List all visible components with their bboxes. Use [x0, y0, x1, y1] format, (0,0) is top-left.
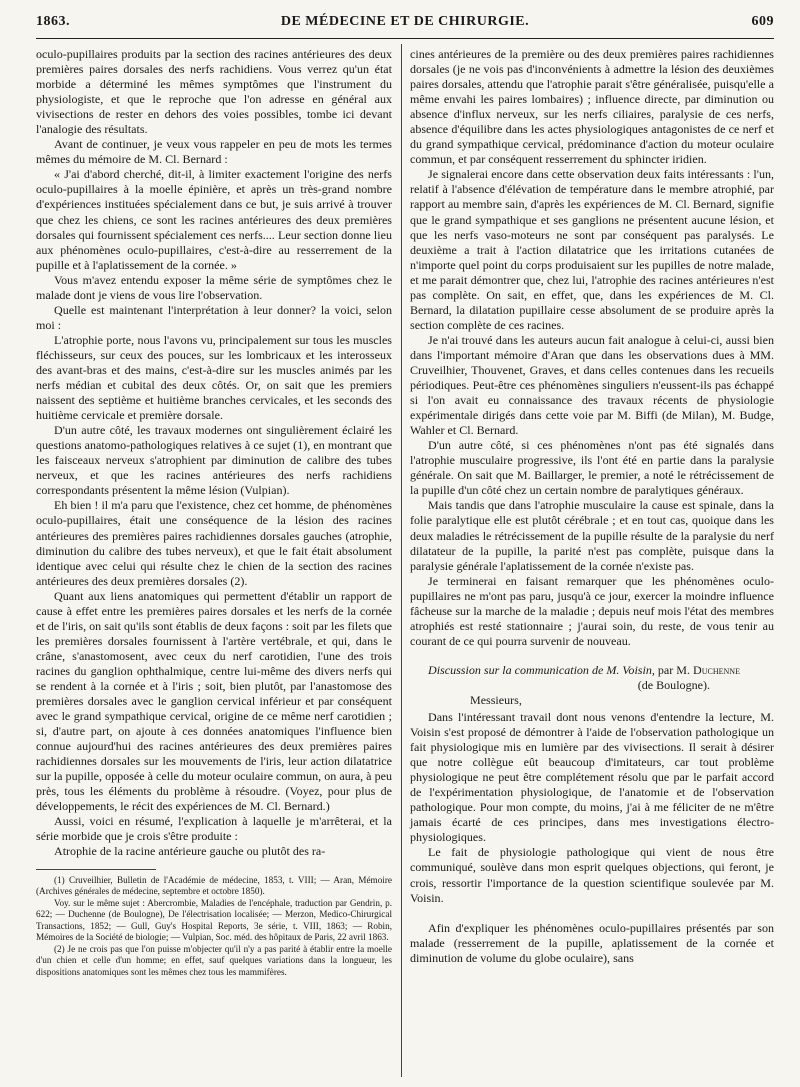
footnote: Voy. sur le même sujet : Abercrombie, Maladies de l'encéphale, traduction par Gendrin, p. 622; — Duchenne (de Boulogne), De l'électrisation localisée; — Merzon, Medico-Chirurgical Transactions, 1852; — Gull, Guy's Hospital Reports, 3e série, t. VIII, 1863; — Robin, Mémoires de la Société de biologie; — Vulpian, Soc. méd. des hôpitaux de Paris, 22 avril 1863. [36, 897, 392, 943]
header-title: DE MÉDECINE ET DE CHIRURGIE. [280, 14, 530, 29]
paragraph: D'un autre côté, si ces phénomènes n'ont pas été signalés dans l'atrophie musculaire progressive, ils l'ont été en partie dans la paralysie générale. On sait que M. Baillarger, le premier, a noté le rétrécissement de la pupille d'un côté chez un certain nombre de paralytiques généraux. [410, 438, 774, 498]
discussion-title [410, 663, 774, 678]
quotation: « J'ai d'abord cherché, dit-il, à limiter exactement l'origine des nerfs oculo-pupillaires à la moelle épinière, et après un très-grand nombre d'expériences instituées spécialement dans ce but, je suis arrivé à trouver que chez les chiens, ce sont les racines antérieures des deux premières dorsales qui fournissent spécialement ces nerfs.... Leur section donne lieu aux phénomènes oculo-pupillaires, c'est-à-dire au resserrement de la pupille et à l'aplatissement de la cornée. » [36, 167, 392, 272]
paragraph: Dans l'intéressant travail dont nous venons d'entendre la lecture, M. Voisin s'est proposé de démontrer à l'aide de l'observation pathologique un fait physiologique mis en lumière par des vivisections. Il serait à désirer que notre collègue eût beaucoup d'imitateurs, car tout problème physiologique ne peut être complétement résolu que par le parfait accord de l'expérimentation physiologique, de l'anatomie et de l'observation pathologique. Pour mon compte, du moins, j'ai à me féliciter de ne m'être jamais écarté de ces principes, dans mes investigations électro-physiologiques. [410, 710, 774, 845]
paragraph: cines antérieures de la première ou des deux premières paires rachidiennes dorsales (je ne vois pas d'inconvénients à admettre la lésion des deuxièmes paires dorsales, attendu que l'atrophie parait s'être généralisée, puisqu'elle a même envahi les paires lombaires) ; influence directe, par diminution ou absence d'influx nerveux, sur les nerfs ciliaires, paralysie de ces nerfs, absence d'équilibre dans les actes physiologiques antagonistes de ce nerf et du grand sympathique cervical, prédominance d'action du moteur oculaire commun, et par conséquent resserrement du sphincter iridien. [410, 47, 774, 167]
paragraph: Eh bien ! il m'a paru que l'existence, chez cet homme, de phénomènes oculo-pupillaires, était une conséquence de la lésion des racines antérieures des premières paires rachidiennes dorsales gauches (atrophie, diminution du calibre des tubes nerveux), et que le fait était absolument identique avec celui qui résulte chez le chien de la section des racines antérieures des deux premières dorsales (2). [36, 498, 392, 588]
paragraph: Je signalerai encore dans cette observation deux faits intéressants : l'un, relatif à l'absence d'élévation de température dans le membre atrophié, par rapport au membre sain, d'après les expériences de M. Cl. Bernard, signifie que le grand sympathique et ses ganglions ne présentent aucune lésion, et que les nerfs vaso-moteurs ne sont par conséquent pas paralysés. Le deuxième a trait à l'action dilatatrice que les irritations cutanées de n'importe quel point du corps produisaient sur les pupilles de notre malade, et me parait démontrer que, chez lui, l'atrophie des racines antérieures n'est pas complète. On sait, en effet, que, dans les expériences de M. Cl. Bernard, la dilatation pupillaire cesse absolument de se produire après la section complète de ces racines. [410, 167, 774, 332]
paragraph: Quant aux liens anatomiques qui permettent d'établir un rapport de cause à effet entre les premières paires dorsales et les nerfs de la cornée et de l'iris, on sait qu'ils sont établis de deux façons : soit par les filets que les premières dorsales fournissent à l'artère vertébrale, et qui, dans le crâne, s'anastomosent, avec ceux du nerf carotidien, l'une des trois racines du ganglion ophthalmique, centre lui-même des divers nerfs qui se rendent à la cornée et à l'iris ; soit, bien plutôt, par l'anastomose des premières dorsales avec le ganglion cervical inférieur et par conséquent avec le grand sympathique cervical, origine de ce même nerf carotidien ; si, d'autre part, on ajoute à ces données anatomiques l'influence bien connue aujourd'hui des racines antérieures des deux premières paires rachidiennes dorsales sur les mouvements de l'iris, leur action dilatatrice sur la pupille, opposée à celle du moteur oculaire commun, on aura, à peu près, tous les éléments du problème à résoudre. (Voyez, pour plus de développements, le récit des expériences de M. Cl. Bernard.) [36, 588, 392, 814]
header-rule [36, 38, 774, 39]
paragraph: L'atrophie porte, nous l'avons vu, principalement sur tous les muscles fléchisseurs, sur ceux des pouces, sur les lombricaux et les interosseux des avant-bras et des mains, c'est-à-dire sur les muscles animés par les nerfs médian et cubital des deux côtés. Or, on sait que les premiers naissent des septième et huitième branches cervicales, et les seconds des huitième cervicale et première dorsale. [36, 332, 392, 423]
paragraph: Avant de continuer, je veux vous rappeler en peu de mots les termes mêmes du mémoire de M. Cl. Bernard : [36, 137, 392, 167]
running-header [36, 14, 774, 36]
paragraph: D'un autre côté, les travaux modernes ont singulièrement éclairé les questions anatomo-pathologiques relatives à ce sujet (1), en montrant que les faisceaux nerveux s'atrophient par diminution de calibre des tubes nerveux, et que les racines antérieures des nerfs rachidiens correspondants présentent la même lésion (Vulpian). [36, 423, 392, 498]
discussion-author-origin: (de Boulogne). [637, 677, 710, 692]
footnote: (2) Je ne crois pas que l'on puisse m'objecter qu'il n'y a pas parité à établir entre la moelle d'un chien et celle d'un homme; en effet, sauf quelques variations dans la longueur, les dispositions anatomiques sont les mêmes chez tous les mammifères. [36, 943, 392, 977]
left-column [36, 47, 392, 978]
paragraph: Atrophie de la racine antérieure gauche ou plutôt des ra- [54, 844, 326, 859]
column-divider [401, 44, 402, 1077]
paragraph: oculo-pupillaires produits par la section des racines antérieures des deux premières paires dorsales des nerfs rachidiens. Vous verrez qu'un état morbide a déterminé les mêmes symptômes que l'instrument du physiologiste, et que le reproche que l'on adresse en général aux vivisections de rester en dehors des voies possibles, tombe ici devant l'analogie des résultats. [36, 47, 392, 137]
paragraph-gap [410, 906, 774, 921]
paragraph: Mais tandis que dans l'atrophie musculaire la cause est spinale, dans la folie paralytique elle est plutôt cérébrale ; et en tout cas, quoique dans les deux maladies le rétrécissement de la pupille résulte de la paralysie du nerf dilatateur de la pupille, la parité n'est pas complète, puisque dans la paralysie générale l'aplatissement de la cornée n'existe pas. [410, 498, 774, 573]
paragraph: Je terminerai en faisant remarquer que les phénomènes oculo-pupillaires ne m'ont pas paru, jusqu'à ce jour, exercer la moindre influence fâcheuse sur la marche de la maladie ; depuis neuf mois l'état des membres atrophiés est resté stationnaire ; j'aurai soin, du reste, de vous tenir au courant de ce qui pourra survenir de nouveau. [410, 573, 774, 648]
paragraph: Afin d'expliquer les phénomènes oculo-pupillaires présentés par son malade (resserrement de la pupille, aplatissement de la cornée et diminution de volume du globe oculaire), sans [410, 920, 774, 965]
discussion-title-text: Discussion sur la communication de M. Voisin, [428, 662, 655, 677]
salutation: Messieurs, [470, 692, 522, 707]
paragraph: Vous m'avez entendu exposer la même série de symptômes chez le malade dont je viens de vous lire l'observation. [36, 272, 392, 302]
discussion-heading [410, 663, 774, 693]
paragraph: Je n'ai trouvé dans les auteurs aucun fait analogue à celui-ci, aussi bien dans l'important mémoire d'Aran que dans les observations dues à MM. Cruveilhier, Thouvenet, Graves, et dans celles contenues dans les recueils périodiques. Peut-être ces phénomènes singuliers n'eussent-ils pas échappé si l'on avait eu connaissance des travaux récents de physiologie expérimentale dirigés dans cette voie par M. Biffi (de Milan), M. Budge, Wahler et Cl. Bernard. [410, 332, 774, 438]
paragraph: Aussi, voici en résumé, l'explication à laquelle je m'arrêterai, et la série morbide que je crois s'être produite : [36, 814, 392, 844]
paragraph: Le fait de physiologie pathologique qui vient de nous être communiqué, soulève dans mon esprit quelques objections, qui feront, je crois, ressortir l'importance de la question scientifique soulevée par M. Voisin. [410, 845, 774, 905]
page-number: 609 [751, 14, 774, 29]
footnote: (1) Cruveilhier, Bulletin de l'Académie de médecine, 1853, t. VIII; — Aran, Mémoire (Archives générales de médecine, septembre et octobre 1850). [36, 874, 392, 897]
discussion-author: Duchenne [693, 662, 740, 677]
discussion-by: par M. [657, 662, 691, 677]
footnote-rule [36, 869, 156, 870]
right-column [410, 47, 774, 966]
paragraph: Quelle est maintenant l'interprétation à leur donner? la voici, selon moi : [36, 302, 392, 332]
header-year: 1863. [36, 14, 70, 29]
